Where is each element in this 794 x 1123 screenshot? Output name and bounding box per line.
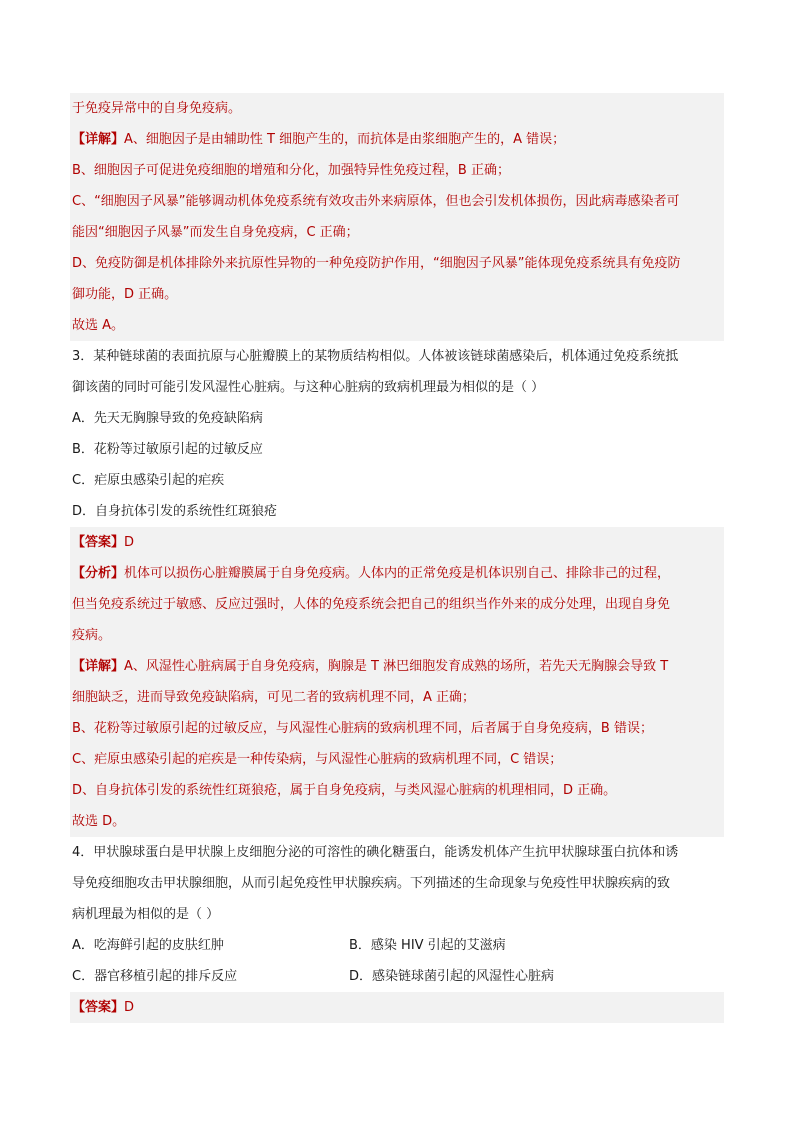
detail-line: 细胞缺乏，进而导致免疫缺陷病，可见二者的致病机理不同，A 正确； bbox=[72, 690, 476, 705]
detail-tag: 【详解】 bbox=[72, 132, 125, 147]
text-line: 于免疫异常中的自身免疫病。 bbox=[72, 101, 242, 116]
answer-tag: 【答案】 bbox=[72, 535, 125, 550]
explanation-block-q4 bbox=[70, 992, 724, 1023]
question-stem-line: 3．某种链球菌的表面抗原与心脏瓣膜上的某物质结构相似。人体被该链球菌感染后，机体通过免疫系统抵 bbox=[72, 349, 679, 364]
document-page bbox=[70, 93, 724, 1023]
analysis-tag: 【分析】 bbox=[72, 566, 125, 581]
question-stem-line: 导免疫细胞攻击甲状腺细胞，从而引起免疫性甲状腺疾病。下列描述的生命现象与免疫性甲状腺疾病的致 bbox=[72, 876, 671, 891]
detail-text: A、风湿性心脏病属于自身免疫病，胸腺是 T 淋巴细胞发育成熟的场所，若先天无胸腺会导致 T bbox=[124, 659, 669, 674]
option-c: C．疟原虫感染引起的疟疾 bbox=[72, 473, 225, 488]
question-4 bbox=[70, 837, 724, 992]
detail-line: D、免疫防御是机体排除外来抗原性异物的一种免疫防护作用，“细胞因子风暴”能体现免疫系统具有免疫防 bbox=[72, 256, 681, 271]
options-row bbox=[70, 930, 724, 961]
detail-line: D、自身抗体引发的系统性红斑狼疮，属于自身免疫病，与类风湿心脏病的机理相同，D 正确。 bbox=[72, 783, 617, 798]
question-3 bbox=[70, 341, 724, 527]
analysis-line: 但当免疫系统过于敏感、反应过强时，人体的免疫系统会把自己的组织当作外来的成分处理，出现自身免 bbox=[72, 597, 671, 612]
option-a: A．吃海鲜引起的皮肤红肿 bbox=[72, 938, 224, 953]
answer-line bbox=[70, 527, 724, 558]
answer-value: D bbox=[124, 535, 135, 550]
explanation-block-q3 bbox=[70, 527, 724, 837]
question-stem-line: 4．甲状腺球蛋白是甲状腺上皮细胞分泌的可溶性的碘化糖蛋白，能诱发机体产生抗甲状腺球蛋白抗体和诱 bbox=[72, 845, 679, 860]
detail-text: A、细胞因子是由辅助性 T 细胞产生的，而抗体是由浆细胞产生的，A 错误； bbox=[124, 132, 566, 147]
conclusion-line: 故选 A。 bbox=[72, 318, 125, 333]
option-d: D．感染链球菌引起的风湿性心脏病 bbox=[349, 969, 555, 984]
analysis-text: 机体可以损伤心脏瓣膜属于自身免疫病。人体内的正常免疫是机体识别自己、排除非己的过程， bbox=[124, 566, 671, 581]
detail-tag: 【详解】 bbox=[72, 659, 125, 674]
answer-tag: 【答案】 bbox=[72, 1000, 125, 1015]
conclusion-line: 故选 D。 bbox=[72, 814, 126, 829]
question-stem-line: 病机理最为相似的是（ ） bbox=[72, 907, 220, 922]
answer-line bbox=[70, 992, 724, 1023]
options-row bbox=[70, 961, 724, 992]
detail-line: C、“细胞因子风暴”能够调动机体免疫系统有效攻击外来病原体，但也会引发机体损伤，因此病毒感染者可 bbox=[72, 194, 680, 209]
analysis-line: 疫病。 bbox=[72, 628, 112, 643]
detail-line: C、疟原虫感染引起的疟疾是一种传染病，与风湿性心脏病的致病机理不同，C 错误； bbox=[72, 752, 563, 767]
detail-line: B、花粉等过敏原引起的过敏反应，与风湿性心脏病的致病机理不同，后者属于自身免疫病，B 错误； bbox=[72, 721, 653, 736]
detail-line: 能因“细胞因子风暴”而发生自身免疫病，C 正确； bbox=[72, 225, 359, 240]
detail-line: B、细胞因子可促进免疫细胞的增殖和分化，加强特异性免疫过程，B 正确； bbox=[72, 163, 510, 178]
answer-value: D bbox=[124, 1000, 135, 1015]
analysis-line bbox=[70, 558, 724, 589]
explanation-block-q2 bbox=[70, 93, 724, 341]
detail-line: 御功能，D 正确。 bbox=[72, 287, 178, 302]
option-b: B．花粉等过敏原引起的过敏反应 bbox=[72, 442, 263, 457]
option-b: B．感染 HIV 引起的艾滋病 bbox=[349, 938, 506, 953]
detail-line bbox=[70, 124, 724, 155]
question-stem-line: 御该菌的同时可能引发风湿性心脏病。与这种心脏病的致病机理最为相似的是（ ） bbox=[72, 380, 545, 395]
option-c: C．器官移植引起的排斥反应 bbox=[72, 969, 238, 984]
option-a: A．先天无胸腺导致的免疫缺陷病 bbox=[72, 411, 263, 426]
option-d: D．自身抗体引发的系统性红斑狼疮 bbox=[72, 504, 278, 519]
detail-line bbox=[70, 651, 724, 682]
